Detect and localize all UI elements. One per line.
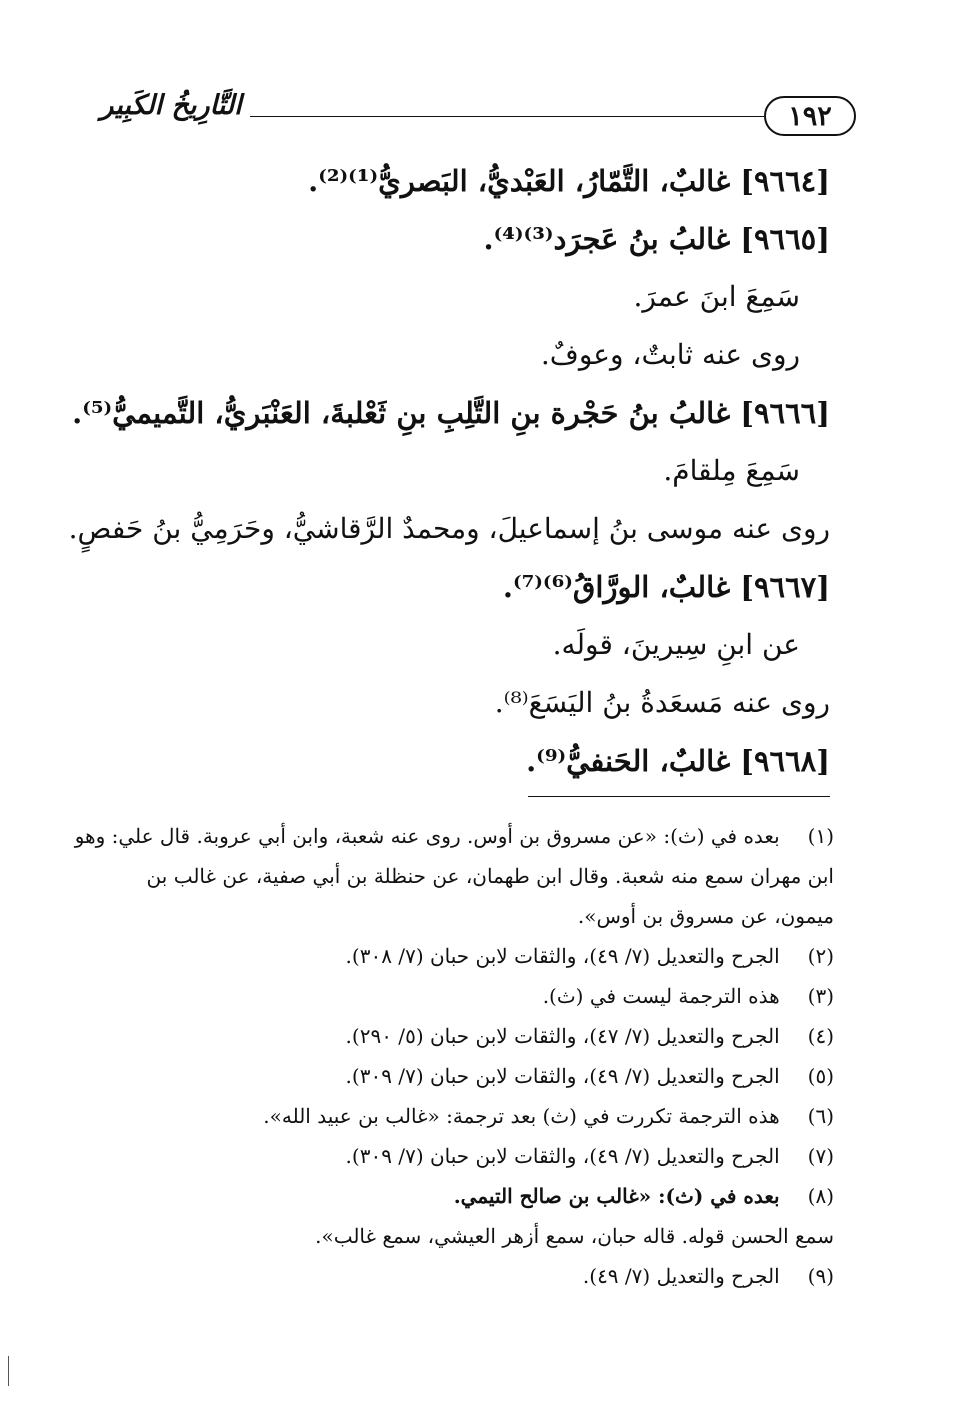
footnote-text: الجرح والتعديل (٧/ ٤٩)، والثقات لابن حبان (٧/ ٣٠٩). xyxy=(345,1064,780,1088)
footnote-text: الجرح والتعديل (٧/ ٤٧)، والثقات لابن حبان (٥/ ٢٩٠). xyxy=(345,1024,780,1048)
book-title: التَّارِيخُ الكَبِير xyxy=(100,90,242,121)
footnote-number: (٤) xyxy=(807,1024,834,1048)
footnote-text: الجرح والتعديل (٧/ ٤٩). xyxy=(582,1264,780,1288)
footnote-3 xyxy=(96,976,834,1016)
footnote-number: (٨) xyxy=(807,1184,834,1208)
page-number: ١٩٢ xyxy=(764,96,856,136)
entry-text-line: روى عنه موسى بنُ إسماعيلَ، ومحمدٌ الرَّقاشيُّ، وحَرَمِيُّ بنُ حَفصٍ. xyxy=(68,512,830,545)
footnote-text: بعده في (ث): «عن مسروق بن أوس. روى عنه شعبة، وابن أبي عروبة. قال علي: وهو xyxy=(74,824,780,848)
footnote-8-continued xyxy=(96,1216,834,1256)
entry-text-line: سَمِعَ ابنَ عمرَ. xyxy=(633,280,800,313)
footnote-text: هذه الترجمة تكررت في (ث) بعد ترجمة: «غالب بن عبيد الله». xyxy=(263,1104,780,1128)
entry-text-line: روى عنه ثابتٌ، وعوفٌ. xyxy=(540,338,800,371)
footnote-8 xyxy=(96,1176,834,1216)
footnote-6 xyxy=(96,1096,834,1136)
footnote-number: (٢) xyxy=(807,944,834,968)
footnote-text: ميمون، عن مسروق بن أوس». xyxy=(577,904,834,928)
footnote-number: (١) xyxy=(807,824,834,848)
margin-mark xyxy=(8,1356,9,1386)
footnote-separator xyxy=(528,796,830,797)
footnote-number: (٥) xyxy=(807,1064,834,1088)
footnote-1-continued xyxy=(96,896,834,936)
footnote-1-continued xyxy=(96,856,834,896)
main-text xyxy=(68,152,830,790)
entry-9668: [٩٦٦٨] غالبٌ، الحَنفيُّ⁽⁹⁾. xyxy=(526,744,830,778)
footnote-number: (٣) xyxy=(807,984,834,1008)
footnotes xyxy=(74,816,834,1296)
footnote-text: سمع الحسن قوله. قاله حبان، سمع أزهر العيشي، سمع غالب». xyxy=(315,1224,834,1248)
footnote-text: الجرح والتعديل (٧/ ٤٩)، والثقات لابن حبان (٧/ ٣٠٨). xyxy=(345,944,780,968)
footnote-7 xyxy=(96,1136,834,1176)
footnote-text: بعده في (ث): «غالب بن صالح التيمي. xyxy=(453,1184,780,1208)
footnote-number: (٩) xyxy=(807,1264,834,1288)
entry-text-line: روى عنه مَسعَدةُ بنُ اليَسَعَ⁽⁸⁾. xyxy=(494,686,830,719)
entry-9664: [٩٦٦٤] غالبٌ، التَّمّارُ، العَبْديُّ، البَصريُّ⁽¹⁾⁽²⁾. xyxy=(308,164,830,198)
footnote-text: ابن مهران سمع منه شعبة. وقال ابن طهمان، عن حنظلة بن أبي صفية، عن غالب بن xyxy=(146,864,834,888)
entry-9665: [٩٦٦٥] غالبُ بنُ عَجرَد⁽³⁾⁽⁴⁾. xyxy=(483,222,830,256)
footnote-1 xyxy=(74,816,834,856)
footnote-text: الجرح والتعديل (٧/ ٤٩)، والثقات لابن حبان (٧/ ٣٠٩). xyxy=(345,1144,780,1168)
entry-9666: [٩٦٦٦] غالبُ بنُ حَجْرة بنِ التَّلِبِ بنِ ثَعْلبةَ، العَنْبَريُّ، التَّميميُّ⁽⁵⁾. xyxy=(72,396,830,430)
footnote-number: (٦) xyxy=(807,1104,834,1128)
footnote-2 xyxy=(96,936,834,976)
footnote-9 xyxy=(96,1256,834,1296)
entry-text-line: سَمِعَ مِلقامَ. xyxy=(663,454,800,487)
entry-9667: [٩٦٦٧] غالبٌ، الورَّاقُ⁽⁶⁾⁽⁷⁾. xyxy=(502,570,830,604)
footnote-number: (٧) xyxy=(807,1144,834,1168)
footnote-text: هذه الترجمة ليست في (ث). xyxy=(542,984,780,1008)
header-rule xyxy=(250,116,764,117)
footnote-5 xyxy=(96,1056,834,1096)
entry-text-line: عن ابنِ سِيرينَ، قولَه. xyxy=(552,628,800,661)
page-header xyxy=(100,88,856,140)
footnote-4 xyxy=(96,1016,834,1056)
